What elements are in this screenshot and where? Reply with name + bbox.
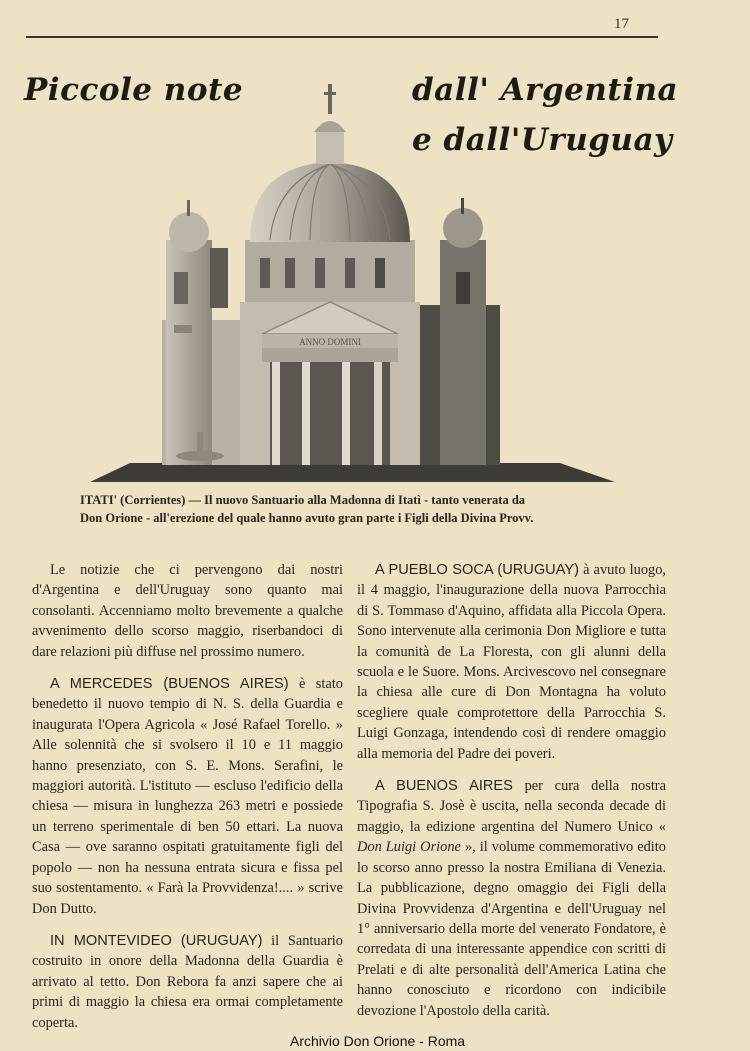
column: [374, 362, 382, 465]
montevideo-lead: IN MONTEVIDEO (URUGUAY): [50, 932, 263, 949]
buenos-aires-text-2: », il volume commemorativo edito lo scorso anno presso la nostra Emiliana di Venezia. La pubblicazione, degno omaggio dei Figli della Divina Provvidenza d'Argentina e dell'Uruguay nel 1° anniversario della morte del venerato Fondatore, è corredata di una interessante appendice con scritti di Prelati e di alte personalità dell'America Latina che hanno conosciuto e ricordono con indicibile devozione l'Apostolo della carità.: [357, 839, 667, 1019]
photo-caption: [80, 491, 660, 527]
buenos-aires-paragraph: [357, 776, 666, 1021]
buenos-aires-text-1: per cura della nostra Tipografia S. Josè è uscita, nella seconda decade di maggio, la edizione argentina del Numero Unico «: [357, 778, 666, 835]
left-column: [32, 560, 343, 1045]
montevideo-paragraph: [32, 931, 343, 1033]
title-dall-argentina: dall' Argentina: [412, 72, 679, 108]
mercedes-paragraph: [32, 674, 343, 919]
caption-line-1: ITATI' (Corrientes) — Il nuovo Santuario alla Madonna di Itatì - tanto venerata da: [80, 493, 526, 507]
caption-line-2: Don Orione - all'erezione del quale hanno avuto gran parte i Figli della Divina Provv.: [80, 511, 534, 525]
dome: [250, 162, 410, 242]
mercedes-text: è stato benedetto il nuovo tempio di N. S. della Guardia e inaugurata l'Opera Agricola « José Rafael Torello. » Alle solennità che si svolsero il 10 e 11 maggio hanno presenziato, con S. E. Mons. Serafini, le maggiori autorità. L'istituto — escluso l'edificio della chiesa — misura in lunghezza 263 metri e possiede un terreno sperimentale di ben 50 ettari. La nuova Casa — ove saranno ospitati gratuitamente figli del popolo — non ha nessuna entrata sicura e fissa pel suo sostentamento. « Farà la Provvidenza!.... » scrive Don Dutto.: [32, 676, 343, 917]
dome-drum: [245, 240, 415, 302]
lantern: [316, 130, 344, 164]
page-number: 17: [614, 16, 629, 32]
montevideo-text: il Santuario costruito in onore della Madonna della Guardia è arrivato al tetto. Don Rebora fa anzi sapere che ai primi di maggio la chiesa era ormai completamente coperta.: [32, 932, 343, 1031]
pediment-inscription: ANNO DOMINI: [299, 337, 361, 347]
column: [342, 362, 350, 465]
archive-footer: Archivio Don Orione - Roma: [290, 1033, 466, 1049]
right-column: [357, 560, 666, 1033]
pueblo-soca-lead: A PUEBLO SOCA (URUGUAY): [375, 562, 579, 578]
book-title: Don Luigi Orione: [357, 839, 461, 856]
pueblo-soca-text: à avuto luogo, il 4 maggio, l'inaugurazione della nuova Parrocchia di S. Tommaso d'Aquino, affidata alla Piccola Opera. Sono intervenute alla cerimonia Don Migliore e tutta la comunità de La Floresta, con gli alunni della scuola e le Suore. Mons. Arcivescovo nel consegnare la chiesa alle cure di Don Montagna ha voluto scegliere quale comprotettore della Parrocchia S. Luigi Gonzaga, intendendo così di rendere omaggio alla memoria del Padre dei poveri.: [357, 562, 666, 762]
mercedes-lead: A MERCEDES (BUENOS AIRES): [50, 676, 289, 693]
buenos-aires-lead: A BUENOS AIRES: [375, 778, 513, 795]
sanctuary-photo: [90, 70, 620, 486]
column: [272, 362, 280, 465]
column: [302, 362, 310, 465]
left-tower: [166, 240, 212, 465]
ground-shadow: [90, 463, 615, 482]
intro-paragraph: Le notizie che ci pervengono dai nostri d'Argentina e dell'Uruguay sono quanto mai consolanti. Accenniamo molto brevemente a qualche avvenimento dello scorso maggio, riserbandoci di dare relazioni più diffuse nel prossimo numero.: [32, 562, 343, 660]
title-piccole-note: Piccole note: [24, 72, 244, 108]
title-dall-uruguay: e dall'Uruguay: [412, 122, 673, 158]
header-rule: [26, 36, 658, 38]
pueblo-soca-paragraph: [357, 560, 666, 764]
